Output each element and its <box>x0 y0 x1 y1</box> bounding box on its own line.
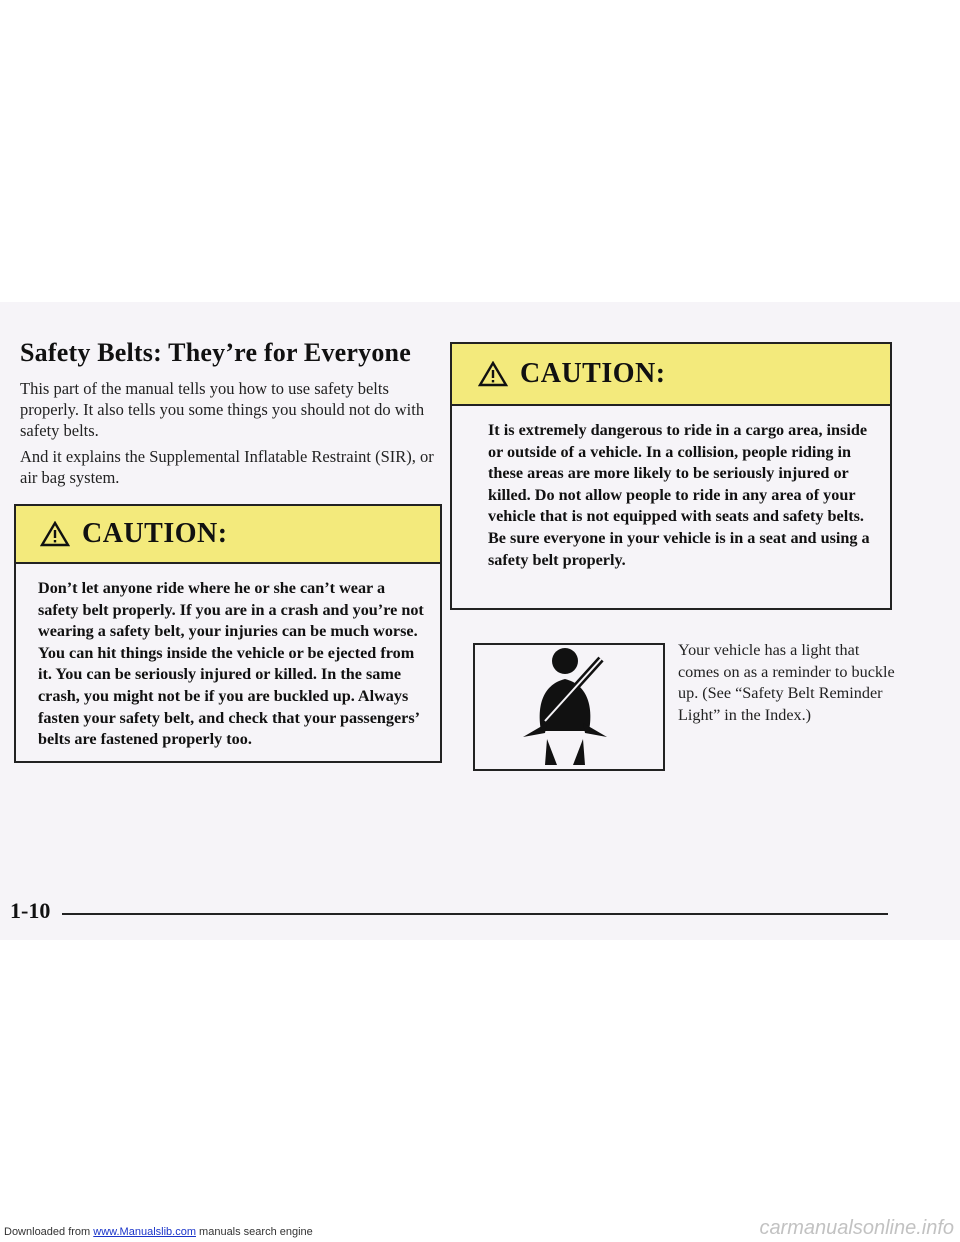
intro-paragraph: This part of the manual tells you how to use safety belts properly. It also tells you some things you should not do with safety belts. <box>20 379 425 440</box>
page-number: 1-10 <box>10 898 51 923</box>
caution-label: CAUTION: <box>82 518 228 549</box>
manualslib-link[interactable]: www.Manualslib.com <box>93 1226 196 1238</box>
caution-text: Don’t let anyone ride where he or she can’t wear a safety belt properly. If you are in a crash and you’re not wearing a safety belt, your injuries can be much worse. You can hit things inside the vehicle or be ejected from it. You can be seriously injured or killed. In the same crash, you might not be if you are buckled up. Always fasten your safety belt, and check that your passengers’ belts are fastened properly too. <box>38 579 424 749</box>
download-note <box>4 1226 313 1238</box>
warning-triangle-icon <box>478 361 508 387</box>
warning-triangle-icon <box>40 521 70 547</box>
sir-paragraph: And it explains the Supplemental Inflatable Restraint (SIR), or air bag system. <box>20 447 434 487</box>
caution-text: It is extremely dangerous to ride in a cargo area, inside or outside of a vehicle. In a collision, people riding in these areas are more likely to be seriously injured or killed. Do not allow people to ride in any area of your vehicle that is not equipped with seats and safety belts. Be sure everyone in your vehicle is in a seat and using a safety belt properly. <box>488 421 870 569</box>
section-heading: Safety Belts: They’re for Everyone <box>20 338 411 367</box>
caution-header <box>16 506 440 564</box>
footer-rule <box>62 913 888 915</box>
caution-label: CAUTION: <box>520 358 666 389</box>
caution-box-left <box>14 504 442 763</box>
reminder-paragraph: Your vehicle has a light that comes on as a reminder to buckle up. (See “Safety Belt Reminder Light” in the Index.) <box>678 641 895 724</box>
caution-header <box>452 344 890 406</box>
download-suffix: manuals search engine <box>199 1226 313 1238</box>
seatbelt-reminder-icon <box>475 645 663 769</box>
caution-box-right <box>450 342 892 610</box>
seatbelt-icon-frame <box>473 643 665 771</box>
watermark: carmanualsonline.info <box>759 1217 954 1239</box>
download-prefix: Downloaded from <box>4 1226 91 1238</box>
